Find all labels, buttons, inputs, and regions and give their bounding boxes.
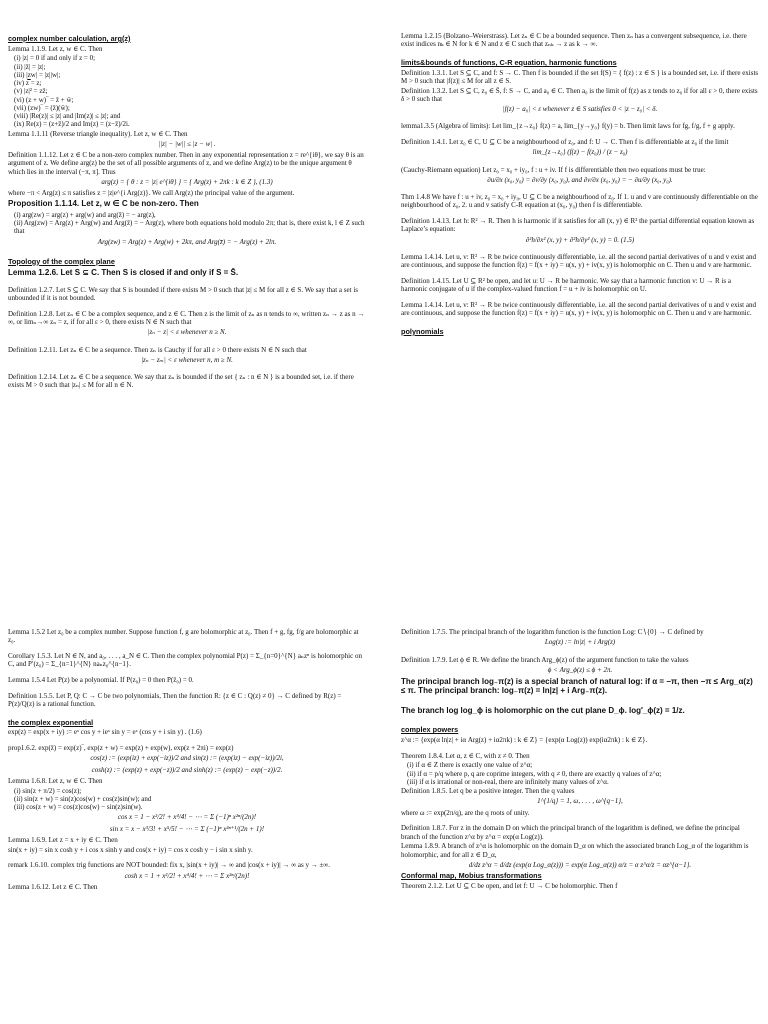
list-item: (i) arg(zw) = arg(z) + arg(w) and arg(z̄) = − arg(z),: [14, 210, 156, 219]
branch-log-note: The branch log log_ϕ is holomorphic on the cut plane D_ϕ. log′_ϕ(z) = 1/z.: [401, 705, 685, 715]
equation: |f(z) − a₀| < ε whenever z ∈ S satisfies 0 < |z − z₀| < δ.: [502, 105, 658, 114]
list-item: (ix) Re(z) = (z+z̄)/2 and Im(z) = (z−z̄)/2i.: [14, 120, 130, 129]
powers-equation: z^α := {exp(α ln|z| + iα Arg(z) + iα2πk) : k ∈ Z} = {exp(α Log(z)) exp(iα2πk) : k ∈ Z}.: [401, 735, 648, 744]
list-item: (ii) sin(z + w) = sin(z)cos(w) + cos(z)sin(w); and: [14, 794, 152, 803]
definition-1-8-5: Definition 1.8.5. Let q be a positive integer. Then the q values: [401, 787, 575, 796]
equation: |zₙ − z| < ε whenever n ≥ N.: [147, 328, 227, 337]
bottom-right-column: [401, 628, 759, 892]
definition-1-2-11: Definition 1.2.11. Let zₙ ∈ C be a sequence. Then zₙ is Cauchy if for all ε > 0 there exists N ∈ N such that: [8, 345, 307, 354]
lemma-1-1-9: Lemma 1.1.9. Let z, w ∈ C. Then: [8, 44, 103, 53]
equation: cosh(z) := (exp(z) + exp(−z))/2 and sinh(z) := (exp(z) − exp(−z))/2.: [91, 765, 283, 774]
remark-1-6-10: remark 1.6.10. complex trig functions are NOT bounded: fix x, |sin(x + iy)| → ∞ and |cos(x + iy)| → ∞ as y → ±∞.: [8, 861, 331, 870]
definition-1-5-5: Definition 1.5.5. Let P, Q: C → C be two polynomials, Then the function R: {z ∈ C : Q(z) ≠ 0} → C defined by R(z) = P(z)/Q(z) is a rational function.: [8, 691, 342, 708]
list-item: (iv) z̿ = z;: [14, 79, 42, 88]
list-item: (i) sin(z + π/2) = cos(z);: [14, 786, 82, 795]
lemma-1-1-9-list: [14, 54, 366, 128]
series: cos x = 1 − x²/2! + x⁴/4! − ⋯ = Σ (−1)ⁿ x²ⁿ/(2n)!: [117, 813, 257, 822]
top-right-column: [401, 32, 759, 337]
equation: 1^{1/q} = 1, ω, . . . , ω^{q−1},: [537, 797, 623, 806]
definition-1-3-2: Definition 1.3.2. Let S ⊆ C, z₀ ∈ S̄, f: S → C, and a₀ ∈ C. Then a₀ is the limit of f(z) as z tends to z₀ if for all ε > 0, there exists δ > 0 such that: [401, 86, 758, 103]
section-title: complex number calculation, arg(z): [8, 34, 131, 43]
list-item: (vii) (zw)‾ = (z̄)(w̄);: [14, 103, 70, 112]
section-title: polynomials: [401, 326, 444, 336]
equation: ϕ < Arg_ϕ(z) ≤ ϕ + 2π.: [547, 665, 613, 674]
definition-1-2-7: Definition 1.2.7. Let S ⊆ C. We say that S is bounded if there exists M > 0 such that |z| ≤ M for all z ∈ S. We say that a set is unbounded if it is not bounded.: [8, 285, 358, 303]
equation: sin(x + iy) = sin x cosh y + i cos x sinh y and cos(x + iy) = cos x cosh y − i sin x sinh y.: [8, 845, 253, 854]
definition-1-7-9: Definition 1.7.9. Let ϕ ∈ R. We define the branch Arg_ϕ(z) of the argument function to take the values: [401, 655, 689, 664]
lemma-1-6-12: Lemma 1.6.12. Let z ∈ C. Then: [8, 882, 98, 891]
section-title: Conformal map, Mobius transformations: [401, 871, 542, 881]
definition-1-2-14: Definition 1.2.14. Let zₙ ∈ C be a sequence. We say that zₙ is bounded if the set { zₙ : n ∈ N } is a bounded set, i.e. if there exists M > 0 such that |zₙ| ≤ M for all n ∈ N.: [8, 373, 354, 390]
list-item: (iii) cos(z + w) = cos(z)cos(w) − sin(z)sin(w).: [14, 803, 143, 812]
definition-1-1-12: Definition 1.1.12. Let z ∈ C be a non-zero complex number. Then in any exponential representation z = re^{iθ}, we say θ is an argument of z. We define arg(z) be the set of all possible arguments of z, and we define Arg(z) to be the unique argument θ which lies in the interval (−π, π]. Thus: [8, 151, 364, 176]
equation: cos(z) := (exp(iz) + exp(−iz))/2 and sin(z) := (exp(iz) − exp(−iz))/2i,: [90, 754, 284, 763]
list-item: (i) |z| = 0 if and only if z = 0;: [14, 54, 96, 63]
equation: lim_{z→z₀} (f(z) − f(z₀)) / (z − z₀): [532, 148, 628, 157]
lemma-1-6-8-list: [14, 787, 366, 812]
equation: d/dz z^α = d/dz (exp(α Log_α(z))) = exp(α Log_α(z)) α/z = α z^α/z = αz^{α−1}.: [468, 860, 692, 869]
list-item: (v) |z|² = zz̄;: [14, 87, 48, 96]
equation: arg(z) = { θ : z = |z| e^{iθ} } = { Arg(z) + 2πk : k ∈ Z }, (1.3): [101, 177, 273, 186]
equation: Arg(zw) = Arg(z) + Arg(w) + 2kπ, and Arg(z̄) = − Arg(z) + 2lπ.: [97, 237, 277, 246]
exp-equation: exp(z) = exp(x + iy) := eˣ cos y + ieˣ sin y = eˣ (cos y + i sin y) . (1.6): [8, 728, 202, 737]
series: sin x = x − x³/3! + x⁵/5! − ⋯ = Σ (−1)ⁿ x²ⁿ⁺¹/(2n + 1)!: [109, 824, 265, 833]
lemma-1-4-14-repeat: Lemma 1.4.14. Let u, v: R² → R be twice continuously differentiable, i.e. all the second partial derivatives of u and v exist and are continuous, and suppose the function f(z) = f(x + iy) = u(x, y) + iv(x, y) is holomorphic on C. Then u and v are harmonic.: [401, 300, 756, 318]
list-item: (i) if α ∈ Z there is exactly one value of z^α;: [407, 761, 533, 770]
lemma-1-3-5: lemma1.3.5 (Algebra of limits): Let lim_{z→z₀} f(z) = a, lim_{y→y₀} f(y) = b. Then limit laws for fg, f/g, f + g apply.: [401, 122, 735, 131]
equation: ||z| − |w|| ≤ |z − w| .: [158, 139, 216, 148]
cauchy-riemann: (Cauchy-Riemann equation) Let z₀ = x₀ + iy₀, f : u + iv. If f is differentiable then two equations must be true:: [401, 165, 706, 174]
lemma-1-6-8: Lemma 1.6.8. Let z, w ∈ C. Then: [8, 776, 103, 785]
lemma-1-2-6: Lemma 1.2.6. Let S ⊆ C. Then S is closed if and only if S = S̄.: [8, 268, 239, 278]
definition-1-8-5-tail: where ω := exp(2π/q), are the q roots of unity.: [401, 808, 530, 817]
proposition-list: [14, 211, 366, 236]
proposition-1-6-2: prop1.6.2. exp(z̄) = exp(z)‾, exp(z + w) = exp(z) + exp(w), exp(z + 2πi) = exp(z): [8, 744, 234, 753]
lemma-1-5-4: Lemma 1.5.4 Let P(z) be a polynomial. If P(z₀) = 0 then P(z̄₀) = 0.: [8, 676, 194, 684]
definition-1-4-13: Definition 1.4.13. Let h: R² → R. Then h is harmonic if it satisfies for all (x, y) ∈ R² the partial differential equation known as Laplace’s equation:: [401, 217, 755, 234]
section-title: limits&bounds of functions, C-R equation, harmonic functions: [401, 58, 617, 67]
list-item: (vi) (z + w)‾ = z̄ + w̄;: [14, 95, 74, 104]
list-item: (ii) Arg(zw) = Arg(z) + Arg(w) and Arg(z̄) = − Arg(z), where both equations hold modulo 2π; that is, there exist k, l ∈ Z such that: [14, 219, 365, 236]
definition-1-4-15: Definition 1.4.15. Let U ⊆ R² be open, and let u: U → R be harmonic. We say that a harmonic function v: U → R is a harmonic conjugate of u if the complex-valued function f = u + iv is holomorphic on U.: [401, 276, 731, 294]
equation: ∂²h/∂x² (x, y) + ∂²h/∂y² (x, y) = 0. (1.5): [525, 235, 635, 244]
lemma-1-4-14: Lemma 1.4.14. Let u, v: R² → R be twice continuously differentiable, i.e. all the second partial derivatives of u and v exist and are continuous, and suppose the function f(z) = f(x + iy) = u(x, y) + iv(x, y) is holomorphic on C. Then u and v are harmonic.: [401, 252, 756, 270]
section-title: complex powers: [401, 725, 459, 735]
definition-1-3-1: Definition 1.3.1. Let S ⊆ C, and f: S → C. Then f is bounded if the set f(S) = { f(z) : z ∈ S } is a bounded set, i.e. if there exists M > 0 such that |f(z)| ≤ M for all z ∈ S.: [401, 68, 759, 85]
list-item: (iii) |zw| = |z||w|;: [14, 70, 61, 79]
definition-1-4-1: Definition 1.4.1. Let z₀ ∈ C, U ⊆ C be a neighbourhood of z₀, and f: U → C. Then f is differentiable at z₀ if the limit: [401, 138, 729, 147]
theorem-1-8-4: Theorem 1.8.4. Let α, z ∈ C, with z ≠ 0. Then: [401, 751, 530, 760]
bottom-left-column: [8, 628, 366, 893]
list-item: (iii) if α is irrational or non-real, there are infinitely many values of z^α.: [407, 777, 609, 786]
theorem-2-1-2: Theorem 2.1.2. Let U ⊆ C be open, and let f: U → C be holomorphic. Then f: [401, 881, 618, 890]
lemma-1-8-9: Lemma 1.8.9. A branch of z^α is holomorphic on the domain D_α on which the associated branch Log_α of the logarithm is holomorphic, and for all z ∈ D_α,: [401, 842, 749, 859]
list-item: (ii) |z̄| = |z|;: [14, 62, 46, 71]
definition-1-1-12-tail: where −π < Arg(z) ≤ π satisfies z = |z|e^{i Arg(z)}. We call Arg(z) the principal value of the argument.: [8, 189, 295, 198]
theorem-list: [407, 761, 759, 786]
section-title: the complex exponential: [8, 717, 94, 727]
list-item: (viii) |Re(z)| ≤ |z| and |Im(z)| ≤ |z|; and: [14, 112, 121, 121]
section-title: Topology of the complex plane: [8, 256, 115, 266]
top-left-column: [8, 32, 366, 391]
lemma-1-6-9: Lemma 1.6.9. Let z = x + iy ∈ C. Then: [8, 835, 118, 844]
definition-1-8-7: Definition 1.8.7. For z in the domain D on which the principal branch of the logarithm is defined, we define the principal branch of the function z^α by z^α = exp(α Log(z)).: [401, 824, 740, 841]
lemma-1-2-15: Lemma 1.2.15 (Bolzano–Weierstrass). Let zₙ ∈ C be a bounded sequence. Then zₙ has a convergent subsequence, i.e. there exist indices nₖ ∈ N for k ∈ N and z ∈ C such that zₙₖ → z as k → ∞.: [401, 32, 747, 49]
proposition-1-1-14: Proposition 1.1.14. Let z, w ∈ C be non-zero. Then: [8, 199, 199, 209]
equation: |zₙ − zₘ| < ε whenever n, m ≥ N.: [141, 355, 233, 364]
lemma-1-5-2: Lemma 1.5.2 Let z₀ be a complex number. Suppose function f, g are holomorphic at z₀. Then f + g, fg, f/g are holomorphic at z₀.: [8, 628, 359, 645]
list-item: (ii) if α = p/q where p, q are coprime integers, with q ≠ 0, there are exactly q values of z^α;: [407, 769, 662, 778]
lemma-1-1-11: Lemma 1.1.11 (Reverse triangle inequality). Let z, w ∈ C. Then: [8, 129, 188, 138]
equation: ∂u/∂x (x₀, y₀) = ∂v/∂y (x₀, y₀), and ∂v/∂x (x₀, y₀) = − ∂u/∂y (x₀, y₀).: [487, 175, 673, 184]
definition-1-2-8: Definition 1.2.8. Let zₙ ∈ C be a complex sequence, and z ∈ C. Then z is the limit of zₙ as n tends to ∞, written zₙ → z as n → ∞, or limₙ→∞ zₙ = z, if for all ε > 0, there exists N ∈ N such that: [8, 309, 365, 327]
series: cosh x = 1 + x²/2! + x⁴/4! + ⋯ = Σ x²ⁿ/(2n)!: [124, 871, 250, 880]
corollary-1-5-3: Corollary 1.5.3. Let N ∈ N, and a₀, . . . , a_N ∈ C. Then the complex polynomial P(z) = Σ_{n=0}^{N} aₙzⁿ is holomorphic on C, and P′(z₀) = Σ_{n=1}^{N} naₙz₀^{n−1}.: [8, 652, 362, 669]
equation: Log(z) := ln|z| + i Arg(z): [544, 638, 616, 647]
theorem-1-4-8: Thm 1.4.8 We have f : u + iv, z₀ = x₀ + iy₀, U ⊆ C be a neighbourhood of z₀. If 1. u and v are continuously differentiable on the neighbourhood of z₀, 2. u and v satisfy C-R equation at (x₀, y₀) then f is differentiable.: [401, 193, 758, 210]
definition-1-7-5: Definition 1.7.5. The principal branch of the logarithm function is the function Log: C∖{0} → C defined by: [401, 628, 704, 636]
principal-branch-note: The principal branch log₋π(z) is a special branch of natural log: if α = −π, then −π ≤ Arg_α(z) ≤ π. The principal branch: log₋π(z) = ln|z| + i Arg₋π(z).: [401, 677, 753, 696]
